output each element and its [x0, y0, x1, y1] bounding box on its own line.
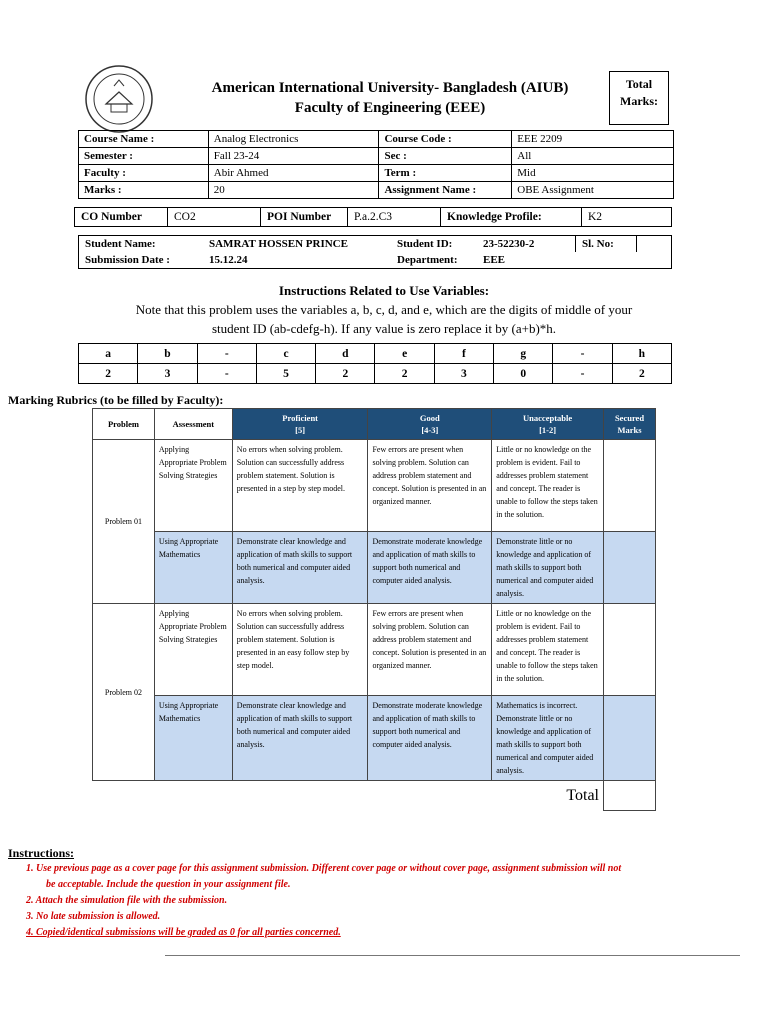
secured-marks-cell[interactable]: [604, 532, 656, 604]
knowledge-profile-label: Knowledge Profile:: [441, 208, 582, 227]
info-value: Fall 23-24: [208, 148, 379, 165]
good-cell: Demonstrate moderate knowledge and application of math skills to support both numerical and computer aided analysis.: [368, 532, 492, 604]
variable-value: 2: [316, 364, 375, 384]
problem-02-label: Problem 02: [93, 604, 155, 781]
assessment-cell: Using Appropriate Mathematics: [154, 532, 232, 604]
info-label: Semester :: [79, 148, 209, 165]
col-proficient: [232, 409, 368, 440]
instruction-item: be acceptable. Include the question in your assignment file.: [46, 879, 291, 890]
variable-header: d: [316, 344, 375, 364]
variable-value: -: [197, 364, 256, 384]
course-info-row: [79, 182, 674, 199]
instructions-heading: Instructions:: [8, 846, 75, 860]
good-cell: Few errors are present when solving problem. Solution can address problem statement and concept. Solution is presented in an organized manner.: [368, 440, 492, 532]
knowledge-profile-value: K2: [588, 211, 603, 223]
rubric-row: [93, 604, 656, 696]
col-assessment: Assessment: [154, 409, 232, 440]
instruction-item: 1. Use previous page as a cover page for this assignment submission. Different cover page or without cover page, assignment submission will not: [26, 863, 622, 874]
unacceptable-cell: Mathematics is incorrect. Demonstrate little or no knowledge and application of math skills to support both numerical and computer aided analysis.: [492, 696, 604, 781]
variables-table: [78, 343, 672, 384]
variable-value: 3: [434, 364, 493, 384]
proficient-cell: No errors when solving problem. Solution can successfully address problem statement. Solution is presented in an easy follow step by step model.: [232, 604, 368, 696]
bottom-divider: [165, 955, 740, 956]
co-table: [74, 207, 672, 227]
note-line-2: student ID (ab-cdefg-h). If any value is zero replace it by (a+b)*h.: [211, 321, 557, 336]
unacceptable-cell: Little or no knowledge on the problem is evident. Fail to addresses problem statement and concept. The reader is unable to follow the steps taken in the solution.: [492, 604, 604, 696]
variable-header: g: [494, 344, 553, 364]
variable-header: c: [256, 344, 315, 364]
instruction-item: 2. Attach the simulation file with the submission.: [26, 895, 228, 906]
department-label: Department:: [397, 254, 458, 266]
info-label: Course Name :: [79, 131, 209, 148]
info-label: Assignment Name :: [379, 182, 512, 199]
secured-marks-cell[interactable]: [604, 696, 656, 781]
submission-instructions: [8, 846, 758, 941]
good-cell: Few errors are present when solving problem. Solution can address problem statement and concept. Solution is presented in an organized manner.: [368, 604, 492, 696]
info-label: Course Code :: [379, 131, 512, 148]
submission-date-value: 15.12.24: [209, 254, 248, 266]
poi-label: POI Number: [261, 208, 348, 227]
variable-header: f: [434, 344, 493, 364]
co-value: CO2: [168, 208, 261, 227]
rubric-row: [93, 532, 656, 604]
variables-instructions-note: [100, 300, 668, 338]
col-problem: Problem: [93, 409, 155, 440]
variable-header: b: [138, 344, 197, 364]
unacceptable-label: Unacceptable: [523, 413, 573, 423]
assessment-cell: Applying Appropriate Problem Solving Strategies: [154, 604, 232, 696]
variables-instructions-title: Instructions Related to Use Variables:: [278, 283, 490, 298]
poi-value: P.a.2.C3: [348, 208, 441, 227]
rubric-title: Marking Rubrics (to be filled by Faculty):: [8, 393, 224, 407]
variable-value: -: [553, 364, 612, 384]
secured-marks-cell[interactable]: [604, 440, 656, 532]
assessment-cell: Using Appropriate Mathematics: [154, 696, 232, 781]
student-id-label: Student ID:: [397, 238, 453, 250]
course-info-row: [79, 148, 674, 165]
department-value: EEE: [483, 254, 506, 266]
proficient-cell: Demonstrate clear knowledge and application of math skills to support both numerical and computer aided analysis.: [232, 696, 368, 781]
student-table: [78, 235, 672, 269]
sl-no-label: Sl. No:: [576, 236, 637, 253]
info-value: All: [512, 148, 674, 165]
col-good: [368, 409, 492, 440]
total-marks-box: [609, 71, 669, 125]
info-label: Sec :: [379, 148, 512, 165]
student-id-value: 23-52230-2: [483, 238, 535, 250]
instruction-item: 4. Copied/identical submissions will be graded as 0 for all parties concerned.: [26, 927, 341, 938]
sl-no-value: [637, 236, 672, 253]
rubric-row: [93, 696, 656, 781]
good-label: Good: [419, 413, 440, 423]
variable-value: 0: [494, 364, 553, 384]
rubric-table: [92, 408, 656, 811]
aiub-seal-icon: [84, 64, 154, 134]
rubric-row: [93, 440, 656, 532]
unacceptable-cell: Little or no knowledge on the problem is evident. Fail to addresses problem statement and concept. The reader is unable to follow the steps taken in the solution.: [492, 440, 604, 532]
proficient-cell: No errors when solving problem. Solution can successfully address problem statement. Solution is presented in a step by step model.: [232, 440, 368, 532]
variable-value: 2: [375, 364, 434, 384]
course-info-row: [79, 165, 674, 182]
info-value: EEE 2209: [512, 131, 674, 148]
course-info-table: [78, 130, 674, 199]
variable-value: 2: [79, 364, 138, 384]
variable-value: 5: [256, 364, 315, 384]
variable-header: -: [197, 344, 256, 364]
info-label: Faculty :: [79, 165, 209, 182]
marks-label: Marks:: [620, 94, 658, 108]
co-label: CO Number: [75, 208, 168, 227]
info-label: Marks :: [79, 182, 209, 199]
variable-value: 2: [612, 364, 671, 384]
proficient-cell: Demonstrate clear knowledge and application of math skills to support both numerical and computer aided analysis.: [232, 532, 368, 604]
university-header: [170, 78, 610, 118]
rubric-total-cell[interactable]: [604, 781, 656, 811]
good-cell: Demonstrate moderate knowledge and application of math skills to support both numerical and computer aided analysis.: [368, 696, 492, 781]
info-value: 20: [208, 182, 379, 199]
info-value: Abir Ahmed: [208, 165, 379, 182]
course-info-row: [79, 131, 674, 148]
info-value: Analog Electronics: [208, 131, 379, 148]
rubric-total-label: Total: [93, 781, 604, 811]
variable-header: a: [79, 344, 138, 364]
variable-value: 3: [138, 364, 197, 384]
info-label: Term :: [379, 165, 512, 182]
variable-header: h: [612, 344, 671, 364]
proficient-range: [5]: [295, 425, 306, 435]
col-unacceptable: [492, 409, 604, 440]
note-line-1: Note that this problem uses the variables a, b, c, d, and e, which are the digits of middle of your: [135, 302, 633, 317]
good-range: [4-3]: [421, 425, 439, 435]
proficient-label: Proficient: [282, 413, 318, 423]
unacceptable-cell: Demonstrate little or no knowledge and application of math skills to support both numerical and computer aided analysis.: [492, 532, 604, 604]
faculty-name: Faculty of Engineering (EEE): [294, 100, 486, 116]
variable-header: e: [375, 344, 434, 364]
student-name-value: SAMRAT HOSSEN PRINCE: [209, 238, 348, 250]
info-value: OBE Assignment: [512, 182, 674, 199]
col-secured-marks: Secured Marks: [604, 409, 656, 440]
unacceptable-range: [1-2]: [539, 425, 557, 435]
total-label: Total: [625, 77, 653, 91]
assessment-cell: Applying Appropriate Problem Solving Strategies: [154, 440, 232, 532]
info-value: Mid: [512, 165, 674, 182]
university-name: American International University- Bangladesh (AIUB): [211, 80, 569, 96]
variable-header: -: [553, 344, 612, 364]
submission-date-label: Submission Date :: [85, 254, 170, 266]
secured-marks-cell[interactable]: [604, 604, 656, 696]
student-name-label: Student Name:: [85, 238, 156, 250]
instruction-item: 3. No late submission is allowed.: [26, 911, 161, 922]
problem-01-label: Problem 01: [93, 440, 155, 604]
